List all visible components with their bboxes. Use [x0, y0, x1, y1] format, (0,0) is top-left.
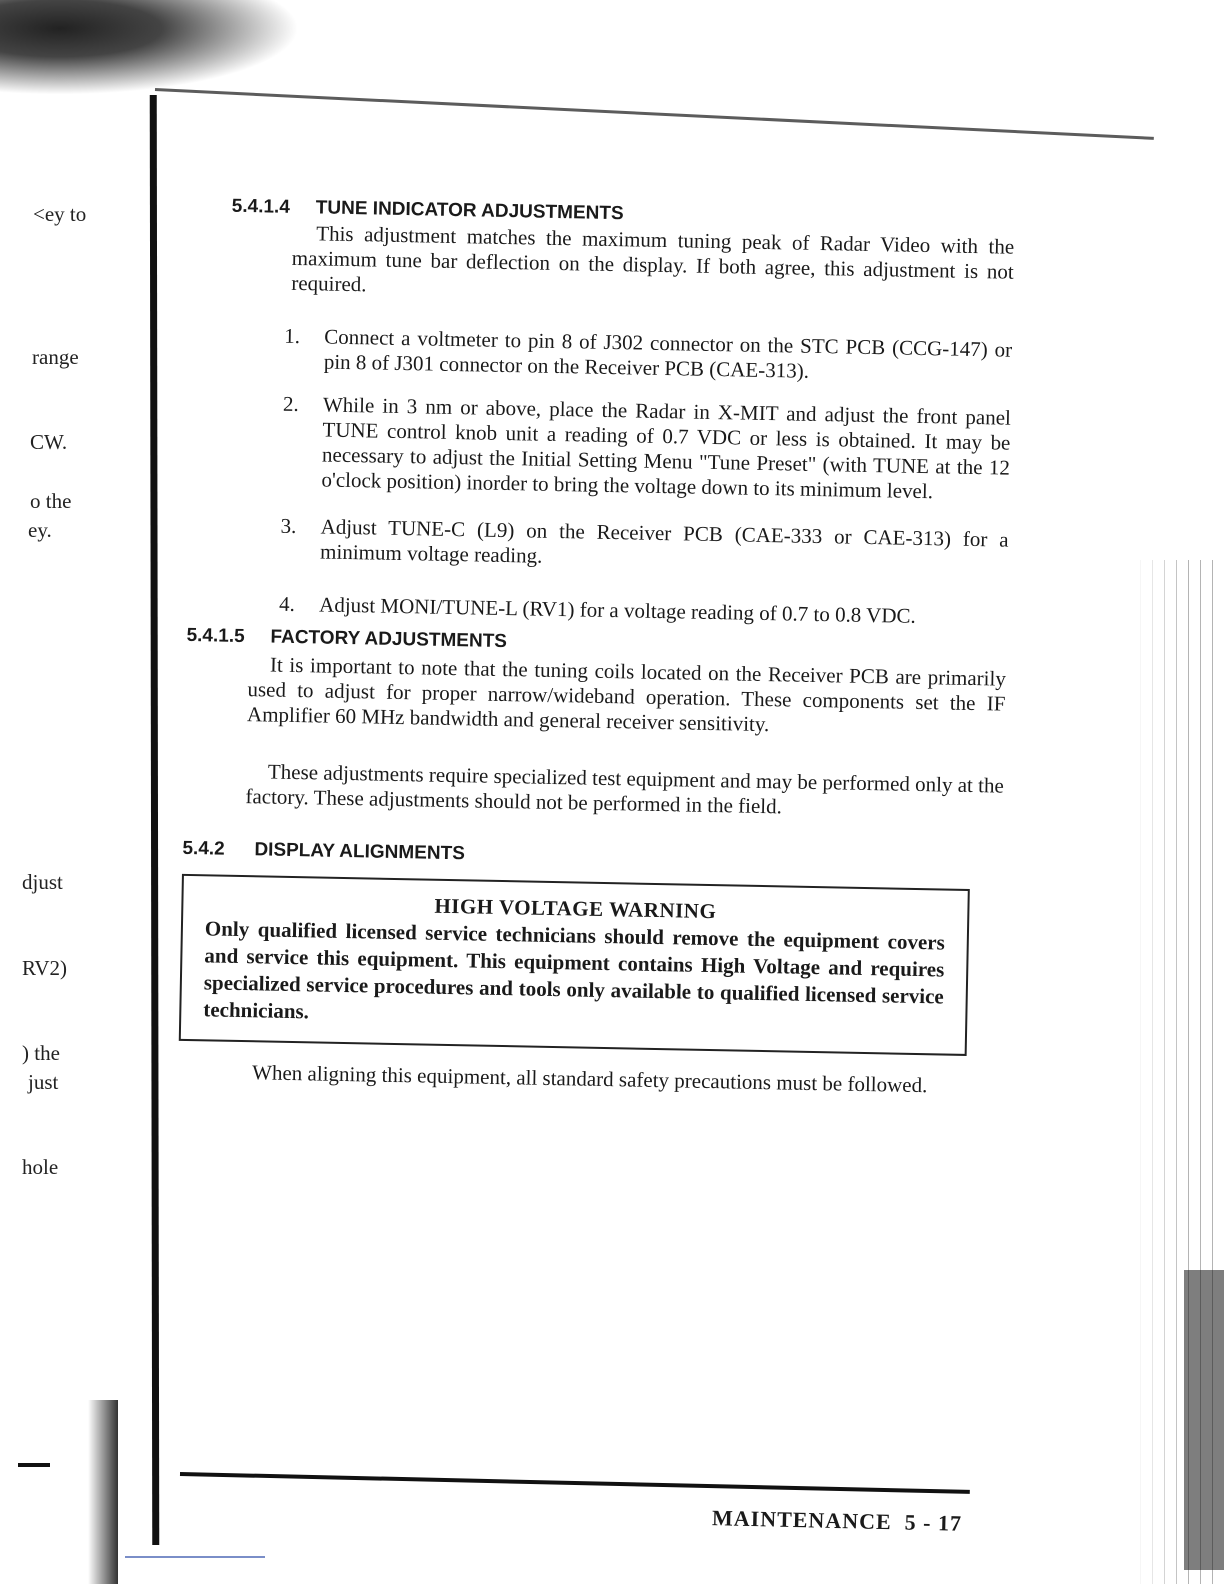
intro-paragraph: This adjustment matches the maximum tuning peak of Radar Video with the maximum tune bar deflection on the display. If both agree, this adjustment is not required.	[291, 221, 1015, 297]
footer-label: MAINTENANCE	[711, 1505, 892, 1535]
section-number: 5.4.1.5	[186, 624, 245, 648]
step-text: While in 3 nm or above, place the Radar in X-MIT and adjust the front panel TUNE control knob unit a reading of 0.7 VDC or less is obtained. It may be necessary to adjust the Initial Setting Menu "Tune Preset" (with TUNE at the 12 o'clock position) inorder to bring the voltage down to its minimum level.	[321, 392, 1012, 504]
left-fragment: hole	[22, 1155, 59, 1179]
scan-shadow-bottom-left	[88, 1400, 118, 1584]
factory-paragraph-1: It is important to note that the tuning coils located on the Receiver PCB are primarily used to adjust for proper narrow/wideband operation. These components set the IF Amplifier 60 MHz bandwidth and general receiver sensitivity.	[246, 652, 1007, 737]
left-fragment: ey.	[28, 518, 52, 542]
left-fragment: djust	[22, 870, 63, 894]
step-number: 3.	[280, 513, 297, 539]
scan-shadow-right	[1184, 1270, 1224, 1570]
scan-bottom-line	[125, 1556, 265, 1558]
list-item	[284, 323, 1013, 388]
step-number: 4.	[278, 591, 296, 616]
high-voltage-warning-box	[179, 874, 970, 1056]
left-fragment: RV2)	[22, 956, 67, 980]
scan-shadow-top	[0, 0, 300, 95]
footer-rule	[180, 1472, 970, 1494]
step-number: 2.	[282, 391, 299, 417]
book-spine	[150, 95, 160, 1545]
factory-paragraph-2: These adjustments require specialized test equipment and may be performed only at the factory. These adjustments should not be performed in the field.	[245, 759, 1005, 819]
page-top-edge	[155, 88, 1154, 140]
list-item	[280, 513, 1009, 577]
section-heading-542	[182, 838, 1002, 876]
section-title: TUNE INDICATOR ADJUSTMENTS	[315, 197, 624, 225]
list-item	[278, 591, 1007, 630]
page-footer	[712, 1505, 963, 1537]
warning-title: HIGH VOLTAGE WARNING	[434, 893, 717, 924]
list-item	[282, 391, 1012, 505]
left-fragment: <ey to	[33, 202, 87, 226]
section-title: DISPLAY ALIGNMENTS	[254, 839, 466, 865]
warning-body: Only qualified licensed service technicians should remove the equipment covers and service this equipment. This equipment contains High Voltage and requires specialized service procedures and tools only available to qualified licensed service technicians.	[203, 916, 946, 1024]
left-fragment: just	[28, 1070, 59, 1094]
step-text: Adjust MONI/TUNE-L (RV1) for a voltage reading of 0.7 to 0.8 VDC.	[318, 592, 917, 628]
step-text: Connect a voltmeter to pin 8 of J302 connector on the STC PCB (CCG-147) or pin 8 of J301 connector on the Receiver PCB (CAE-313).	[323, 324, 1013, 383]
left-fragment: o the	[30, 489, 72, 513]
page-number: 5 - 17	[904, 1509, 963, 1536]
left-page-dash	[18, 1463, 50, 1467]
left-fragment: CW.	[30, 430, 68, 454]
page-content	[178, 195, 1015, 1100]
step-text: Adjust TUNE-C (L9) on the Receiver PCB (CAE-333 or CAE-313) for a minimum voltage reading.	[319, 514, 1009, 568]
adjustment-steps	[278, 323, 1013, 631]
section-number: 5.4.1.4	[231, 195, 291, 218]
left-fragment: range	[32, 345, 79, 369]
left-fragment: ) the	[22, 1041, 60, 1065]
left-page-margin	[0, 0, 150, 1584]
closing-paragraph: When aligning this equipment, all standard safety precautions must be followed.	[251, 1060, 928, 1098]
section-number: 5.4.2	[182, 837, 225, 860]
section-title: FACTORY ADJUSTMENTS	[270, 626, 508, 653]
step-number: 1.	[284, 323, 301, 349]
